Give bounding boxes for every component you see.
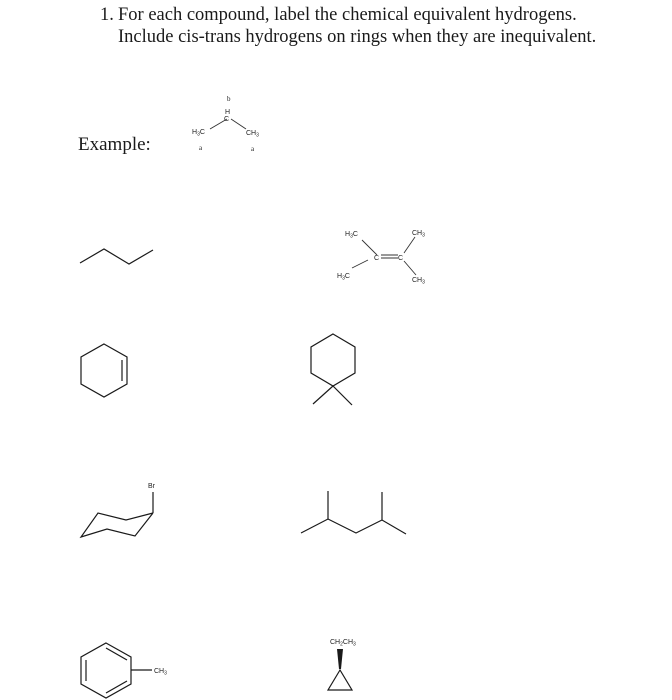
- cyclohexene-ring: [81, 344, 127, 397]
- butane-skeleton: [80, 249, 153, 264]
- alkene-c-right: C: [398, 255, 404, 262]
- bromo-label: Br: [148, 483, 155, 490]
- dimethylcyclohexane-ring: [311, 334, 355, 386]
- example-letter-b: b: [227, 95, 231, 103]
- alkene-ch3-top: $CH_3$: [412, 230, 425, 239]
- alkene-bond-tr: [404, 237, 415, 253]
- alkene-bond-bl: [352, 260, 368, 268]
- ethyl-label: $CH_2CH_3$: [330, 639, 356, 648]
- example-letter-a-left: a: [199, 144, 203, 152]
- toluene-structure: [81, 643, 167, 698]
- cyclopropane-ring: [328, 670, 352, 690]
- dimethylcyclohexane-structure: [311, 334, 355, 405]
- bromocyclohexane-structure: [81, 483, 156, 537]
- example-h3c-label: $H_3C$: [192, 129, 205, 138]
- example-ch3-label: $CH_3$: [246, 130, 259, 139]
- question-body: For each compound, label the chemical equivalent hydrogens. Include cis-trans hydrogens on rings when they are inequivalent.: [118, 5, 597, 47]
- alkene-h3c-top: $H_3C$: [345, 231, 358, 240]
- alkane-skeleton: [301, 519, 406, 534]
- benzene-ring: [81, 643, 131, 698]
- alkene-h3c-bottom: $H_3C$: [337, 273, 350, 282]
- benzene-double-2: [106, 648, 127, 660]
- alkene-bond-br: [404, 261, 416, 275]
- alkene-ch3-bottom: $CH_3$: [412, 277, 425, 286]
- benzene-double-3: [106, 681, 127, 693]
- example-h-label: H: [225, 109, 231, 116]
- alkene-bond-tl: [362, 240, 377, 255]
- ethylcyclopropane-structure: [328, 639, 356, 690]
- example-structure: [192, 95, 259, 153]
- toluene-ch3-label: $CH_3$: [154, 668, 167, 677]
- example-bond-right: [231, 119, 246, 129]
- alkene-c-left: C: [374, 255, 380, 262]
- example-letter-a-right: a: [251, 145, 255, 153]
- methyl-bond-left: [313, 386, 333, 404]
- example-c-label: C: [224, 116, 230, 123]
- tetramethylethylene-structure: [337, 230, 425, 286]
- wedge-bond: [337, 649, 343, 669]
- example-label: Example:: [78, 134, 151, 155]
- question-number: 1.: [100, 5, 114, 25]
- cyclohexene-structure: [81, 344, 127, 397]
- methyl-bond-right: [333, 386, 352, 405]
- chair-ring: [81, 513, 153, 537]
